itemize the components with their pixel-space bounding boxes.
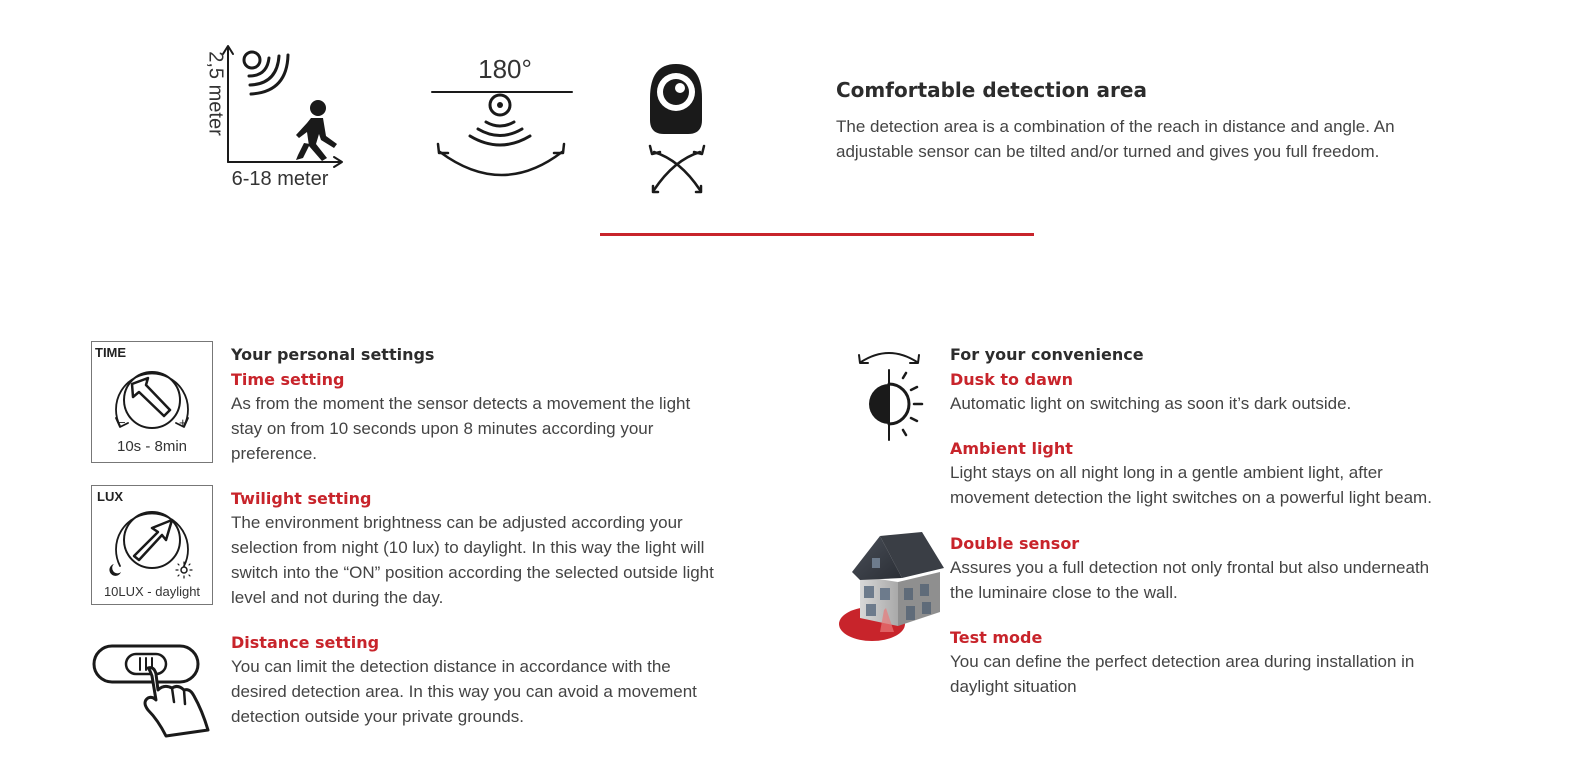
double-text-line1: Assures you a full detection not only frontal but also underneath (950, 558, 1430, 577)
ambient-title: Ambient light (950, 439, 1073, 458)
ambient-text-line2: movement detection the light switches on a powerful light beam. (950, 488, 1432, 507)
distance-text-line2: desired detection area. In this way you can avoid a movement (231, 682, 697, 701)
distance-setting-title: Distance setting (231, 633, 380, 652)
ambient-text-line1: Light stays on all night long in a gentle ambient light, after (950, 463, 1383, 482)
lux-box-label: LUX (97, 489, 123, 504)
distance-switch-icon (90, 640, 215, 740)
convenience-heading: For your convenience (950, 345, 1144, 364)
test-text-line1: You can define the perfect detection area during installation in (950, 652, 1415, 671)
time-text-line1: As from the moment the sensor detects a movement the light (231, 394, 691, 413)
detection-text-line1: The detection area is a combination of the reach in distance and angle. An (836, 117, 1395, 136)
time-dial-icon (106, 360, 198, 444)
detection-title: Comfortable detection area (836, 78, 1147, 102)
twilight-text-line1: The environment brightness can be adjusted according your (231, 513, 683, 532)
distance-text-line1: You can limit the detection distance in accordance with the (231, 657, 671, 676)
house-double-sensor-icon (838, 528, 946, 646)
time-dial-box (91, 341, 213, 463)
double-sensor-title: Double sensor (950, 534, 1080, 553)
twilight-text-line4: level and not during the day. (231, 588, 444, 607)
distance-label: 6-18 meter (231, 168, 329, 190)
angle-180-icon (430, 88, 575, 180)
section-divider (600, 233, 1034, 236)
settings-heading: Your personal settings (231, 345, 435, 364)
lux-dial-box (91, 485, 213, 605)
dusk-title: Dusk to dawn (950, 370, 1074, 389)
time-setting-title: Time setting (231, 370, 345, 389)
test-text-line2: daylight situation (950, 677, 1077, 696)
double-text-line2: the luminaire close to the wall. (950, 583, 1178, 602)
dusk-text-line1: Automatic light on switching as soon it’s dark outside. (950, 394, 1352, 413)
twilight-text-line2: selection from night (10 lux) to daylight. In this way the light will (231, 538, 705, 557)
time-box-caption: 10s - 8min (116, 438, 188, 455)
distance-text-line3: detection outside your private grounds. (231, 707, 524, 726)
height-label: 2,5 meter (204, 51, 227, 136)
detection-text-line2: adjustable sensor can be tilted and/or turned and gives you full freedom. (836, 142, 1380, 161)
angle-label: 180° (478, 54, 532, 84)
test-mode-title: Test mode (950, 628, 1043, 647)
lux-box-caption: 10LUX - daylight (103, 584, 201, 599)
adjustable-sensor-icon (640, 60, 712, 200)
time-plus: + (179, 415, 187, 430)
time-box-label: TIME (95, 345, 127, 360)
twilight-setting-title: Twilight setting (231, 489, 372, 508)
lux-dial-icon (106, 502, 198, 582)
time-text-line3: preference. (231, 444, 317, 463)
time-minus: − (118, 415, 126, 430)
time-text-line2: stay on from 10 seconds upon 8 minutes according your (231, 419, 654, 438)
twilight-text-line3: switch into the “ON” position according the selected outside light (231, 563, 714, 582)
dusk-to-dawn-icon (855, 346, 930, 446)
